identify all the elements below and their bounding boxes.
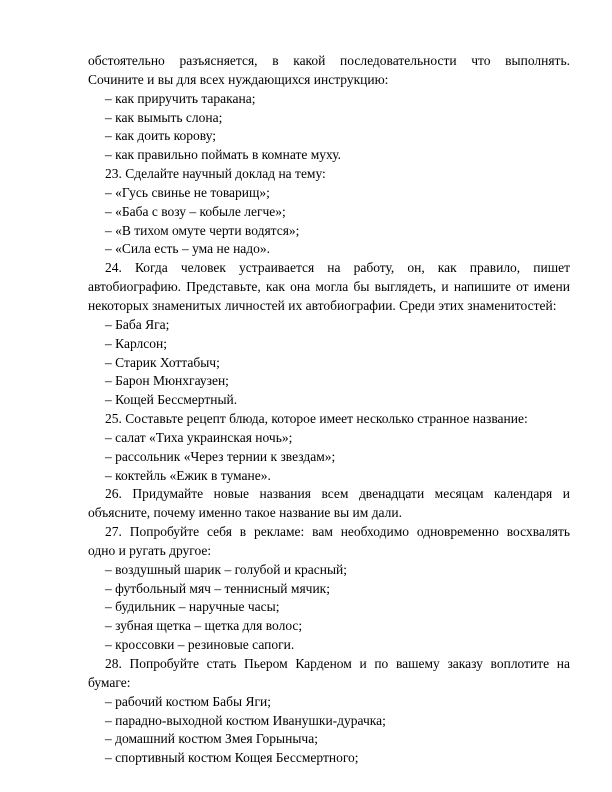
text-line: 26. Придумайте новые названия всем двенадцати месяцам календаря и — [105, 486, 570, 502]
list-item: – Старик Хоттабыч; — [105, 354, 220, 370]
list-item: – как доить корову; — [105, 128, 217, 144]
text-line: 24. Когда человек устраивается на работу, он, как правило, пишет — [105, 260, 570, 276]
list-item: – Карлсон; — [105, 335, 167, 351]
text-line: автобиографию. Представьте, как она могла бы выглядеть, и напишите от имени — [88, 279, 570, 295]
list-item: – Баба Яга; — [105, 316, 170, 332]
list-item: – «В тихом омуте черти водятся»; — [105, 222, 300, 238]
list-item: – рассольник «Через тернии к звездам»; — [105, 448, 336, 464]
list-item: – будильник – наручные часы; — [105, 599, 280, 615]
list-item: – кроссовки – резиновые сапоги. — [105, 637, 295, 653]
list-item: – салат «Тиха украинская ночь»; — [105, 429, 293, 445]
list-item: – как вымыть слона; — [105, 109, 223, 125]
list-item: – рабочий костюм Бабы Яги; — [105, 693, 272, 709]
text-line: 23. Сделайте научный доклад на тему: — [105, 166, 326, 182]
list-item: – как приручить таракана; — [105, 90, 256, 106]
list-item: – спортивный костюм Кощея Бессмертного; — [105, 750, 359, 766]
text-line: обстоятельно разъясняется, в какой последовательности что выполнять. — [88, 53, 570, 68]
list-item: – парадно-выходной костюм Иванушки-дурачка; — [105, 712, 386, 728]
list-item: – как правильно поймать в комнате муху. — [105, 147, 342, 163]
list-item: – воздушный шарик – голубой и красный; — [105, 561, 348, 577]
list-item: – коктейль «Ежик в тумане». — [105, 467, 271, 483]
document-page — [88, 52, 570, 768]
list-item: – «Баба с возу – кобыле легче»; — [105, 203, 286, 219]
text-line: бумаге: — [88, 674, 131, 690]
list-item: – «Сила есть – ума не надо». — [105, 241, 271, 257]
list-item: – «Гусь свинье не товарищ»; — [105, 184, 270, 200]
text-line: 25. Составьте рецепт блюда, которое имеет несколько странное название: — [105, 411, 528, 427]
list-item: – Кощей Бессмертный. — [105, 392, 238, 408]
text-line: объясните, почему именно такое название вы им дали. — [88, 505, 403, 521]
list-item: – зубная щетка – щетка для волос; — [105, 618, 303, 634]
list-item: – домашний костюм Змея Горыныча; — [105, 731, 318, 747]
list-item: – футбольный мяч – теннисный мячик; — [105, 580, 330, 596]
text-line: 27. Попробуйте себя в рекламе: вам необходимо одновременно восхвалять — [105, 524, 570, 540]
text-line: одно и ругать другое: — [88, 542, 212, 558]
text-line: 28. Попробуйте стать Пьером Карденом и по вашему заказу воплотите на — [105, 656, 570, 671]
text-line: некоторых знаменитых личностей их автобиографии. Среди этих знаменитостей: — [88, 297, 557, 313]
list-item: – Барон Мюнхгаузен; — [105, 373, 229, 389]
text-line: Сочините и вы для всех нуждающихся инструкцию: — [88, 71, 389, 87]
